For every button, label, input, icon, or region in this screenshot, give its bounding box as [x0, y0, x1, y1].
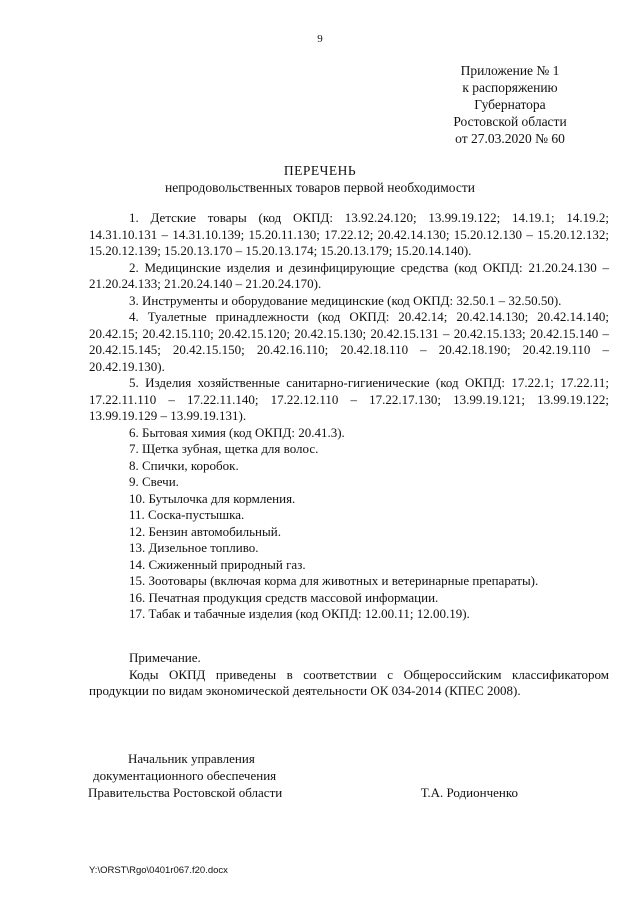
- list-item: 1. Детские товары (код ОКПД: 13.92.24.120; 13.99.19.122; 14.19.1; 14.19.2; 14.31.10.131 – 14.31.10.139; 15.20.11.130; 17.22.12; 20.42.14.130; 15.20.12.130 – 15.20.12.132; 15.20.12.139; 15.20.13.170 – 15.20.13.174; 15.20.13.179; 15.20.14.140).: [89, 210, 609, 258]
- signature-position-line-3: Правительства Ростовской области: [88, 785, 283, 800]
- signature-block: [88, 750, 548, 801]
- list-item: 12. Бензин автомобильный.: [129, 523, 281, 539]
- list-item: 17. Табак и табачные изделия (код ОКПД: 12.00.11; 12.00.19).: [129, 606, 470, 621]
- page-number: 9: [317, 33, 323, 45]
- list-item: 10. Бутылочка для кормления.: [129, 490, 296, 506]
- signatory-name: Т.А. Родионченко: [420, 785, 518, 800]
- signature-position-line-2: документационного обеспечения: [93, 768, 277, 783]
- title-subtitle: непродовольственных товаров первой необходимости: [164, 180, 475, 195]
- title-main: ПЕРЕЧЕНЬ: [283, 163, 357, 178]
- list-item: 8. Спички, коробок.: [129, 457, 239, 473]
- list-item: 14. Сжиженный природный газ.: [129, 556, 306, 572]
- appendix-line-5: от 27.03.2020 № 60: [455, 131, 565, 146]
- list-item: 2. Медицинские изделия и дезинфицирующие средства (код ОКПД: 21.20.24.130 – 21.20.24.133; 21.20.24.140 – 21.20.24.170).: [89, 259, 609, 291]
- appendix-line-3: Губернатора: [474, 97, 546, 112]
- footer-file-path: Y:\ORST\Rgo\0401r067.f20.docx: [89, 865, 228, 876]
- appendix-line-4: Ростовской области: [453, 114, 567, 129]
- list-item: 7. Щетка зубная, щетка для волос.: [129, 441, 319, 456]
- list-item: 16. Печатная продукция средств массовой информации.: [129, 589, 439, 605]
- document-title: [0, 162, 640, 196]
- list-item: 5. Изделия хозяйственные санитарно-гигиенические (код ОКПД: 17.22.1; 17.22.11; 17.22.11.110 – 17.22.11.140; 17.22.12.110 – 17.22.17.130; 13.99.19.121; 13.99.19.122; 13.99.19.129 – 13.99.19.131).: [89, 375, 609, 423]
- appendix-block: [440, 62, 580, 147]
- appendix-line-2: к распоряжению: [462, 80, 558, 95]
- goods-list: [89, 210, 609, 623]
- list-item: 6. Бытовая химия (код ОКПД: 20.41.3).: [129, 424, 345, 440]
- list-item: 13. Дизельное топливо.: [129, 540, 259, 555]
- signature-row: [88, 784, 548, 801]
- note-text: Коды ОКПД приведены в соответствии с Общероссийским классификатором продукции по видам экономической деятельности ОК 034-2014 (КПЕС 2008).: [89, 666, 609, 698]
- list-item: 11. Соска-пустышка.: [129, 507, 245, 522]
- appendix-line-1: Приложение № 1: [460, 63, 560, 78]
- list-item: 3. Инструменты и оборудование медицинские (код ОКПД: 32.50.1 – 32.50.50).: [129, 292, 562, 308]
- note-block: [89, 650, 609, 700]
- list-item: 4. Туалетные принадлежности (код ОКПД: 20.42.14; 20.42.14.130; 20.42.14.140; 20.42.15; 20.42.15.110; 20.42.15.120; 20.42.15.130; 20.42.15.131 – 20.42.15.133; 20.42.15.140 – 20.42.15.145; 20.42.15.150; 20.42.16.110; 20.42.18.110 – 20.42.18.190; 20.42.19.110 – 20.42.19.130).: [89, 309, 609, 374]
- list-item: 15. Зоотовары (включая корма для животных и ветеринарные препараты).: [129, 573, 539, 588]
- note-heading: Примечание.: [129, 650, 201, 665]
- list-item: 9. Свечи.: [129, 474, 179, 489]
- signature-position-line-1: Начальник управления: [128, 751, 255, 766]
